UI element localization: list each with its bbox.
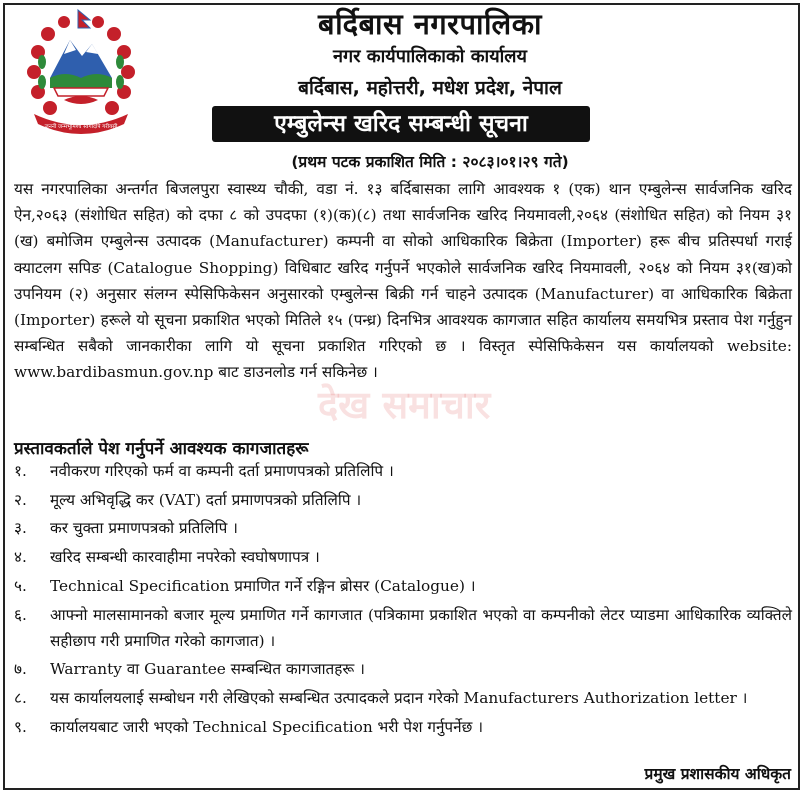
requirements-heading: प्रस्तावकर्ताले पेश गर्नुपर्ने आवश्यक कागजातहरू [14,439,309,459]
list-item [14,573,792,599]
item-number: ९. [14,717,27,736]
item-number: ७. [14,660,27,679]
item-text: कार्यालयबाट जारी भएको Technical Specification भरी पेश गर्नुपर्नेछ । [50,717,483,736]
signatory-title: प्रमुख प्रशासकीय अधिकृत [644,765,791,783]
item-number: ३. [14,519,27,538]
svg-text:जननी जन्मभूमिश्च स्वर्गादपि गर: जननी जन्मभूमिश्च स्वर्गादपि गरीयसी [44,124,118,130]
office-name: नगर कार्यपालिकाको कार्यालय [333,46,527,67]
list-item [14,602,792,654]
item-text: नवीकरण गरिएको फर्म वा कम्पनी दर्ता प्रमाणपत्रको प्रतिलिपि । [50,462,394,480]
item-text: आफ्नो मालसामानको बजार मूल्य प्रमाणित गर्ने कागजात (पत्रिकामा प्रकाशित भएको वा कम्पनीको लेटर प्याडमा आधिकारिक व्यक्तिले सहीछाप गरी प्रमाणित गरेको कागजात) । [50,605,792,650]
list-item [14,714,792,740]
item-text: Warranty वा Guarantee सम्बन्धित कागजातहरू । [50,660,365,679]
list-item [14,487,792,513]
item-number: ६. [14,605,27,624]
item-number: ४. [14,548,27,567]
nepal-government-emblem-icon [20,8,142,136]
item-number: २. [14,490,27,509]
notice-title: एम्बुलेन्स खरिद सम्बन्धी सूचना [212,106,590,142]
municipality-name: बर्दिबास नगरपालिका [318,7,542,41]
item-number: ८. [14,689,27,708]
office-address: बर्दिबास, महोत्तरी, मधेश प्रदेश, नेपाल [298,77,562,99]
notice-body-paragraph: यस नगरपालिका अन्तर्गत बिजलपुरा स्वास्थ्य चौकी, वडा नं. १३ बर्दिबासका लागि आवश्यक १ (एक) थान एम्बुलेन्स सार्वजनिक खरिद ऐन,२०६३ (संशोधित सहित) को दफा ८ को उपदफा (१)(क)(८) तथा सार्वजनिक खरिद नियमावली,२०६४ (संशोधित सहित) को नियम ३१ (ख) बमोजिम एम्बुलेन्स उत्पादक (Manufacturer) कम्पनी वा सोको आधिकारिक बिक्रेता (Importer) हरू बीच प्रतिस्पर्धा गराई क्याटलग सपिङ (Catalogue Shopping) विधिबाट खरिद गर्नुपर्ने भएकोले सार्वजनिक खरिद नियमावली, २०६४ को नियम ३१(ख)को उपनियम (२) अनुसार संलग्न स्पेसिफिकेसन अनुसारको एम्बुलेन्स बिक्री गर्न चाहने उत्पादक (Manufacturer) वा आधिकारिक बिक्रेता (Importer) हरूले यो सूचना प्रकाशित भएको मितिले १५ (पन्ध्र) दिनभित्र आवश्यक कागजात सहित कार्यालय समयभित्र प्रस्ताव पेश गर्नुहुन सम्बन्धित सबैको जानकारीका लागि यो सूचना प्रकाशित गरिएको छ । विस्तृत स्पेसिफिकेसन यस कार्यालयको website: www.bardibasmun.gov.np बाट डाउनलोड गर्न सकिनेछ । [14,180,792,382]
item-text: कर चुक्ता प्रमाणपत्रको प्रतिलिपि । [50,519,238,538]
list-item [14,685,792,711]
item-number: १. [14,462,27,480]
publication-date: (प्रथम पटक प्रकाशित मिति : २०८३।०१।२९ गते) [291,153,569,171]
list-item [14,515,792,541]
watermark: देख समाचार [318,383,491,427]
item-number: ५. [14,576,27,595]
requirements-list [14,458,792,743]
item-text: मूल्य अभिवृद्धि कर (VAT) दर्ता प्रमाणपत्रको प्रतिलिपि । [50,490,362,509]
list-item [14,544,792,570]
list-item [14,656,792,682]
item-text: यस कार्यालयलाई सम्बोधन गरी लेखिएको सम्बन्धित उत्पादकले प्रदान गरेको Manufacturers Authorization letter । [50,689,748,708]
item-text: Technical Specification प्रमाणित गर्ने रङ्गिन ब्रोसर (Catalogue) । [50,576,476,595]
item-text: खरिद सम्बन्धी कारवाहीमा नपरेको स्वघोषणापत्र । [50,548,320,567]
list-item [14,458,792,484]
